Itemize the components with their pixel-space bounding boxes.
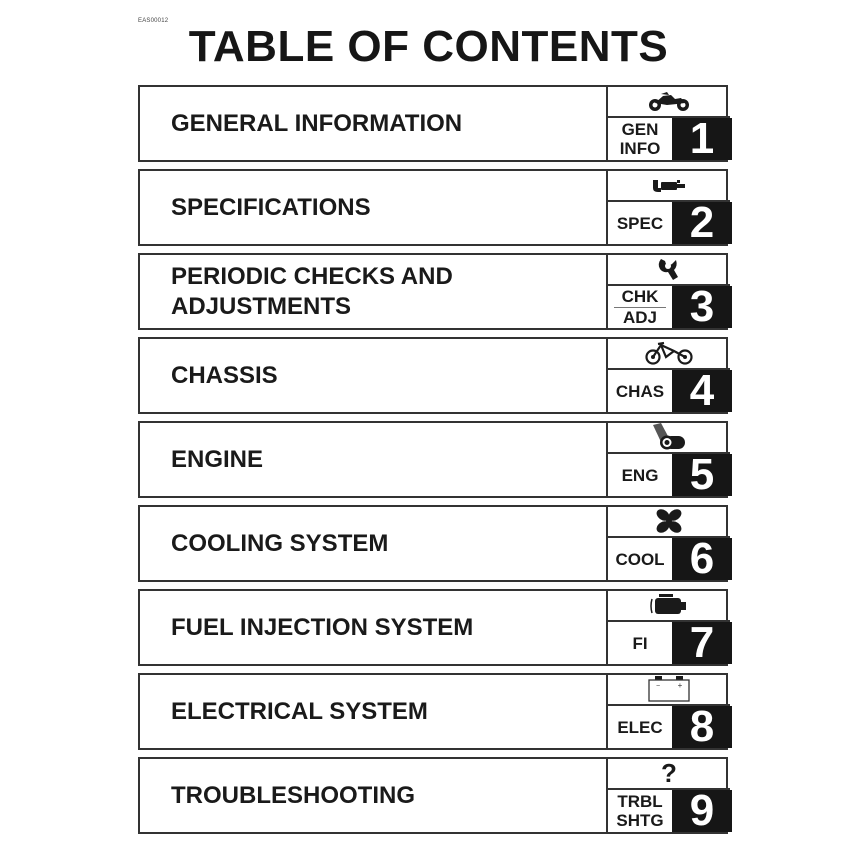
section-abbreviation: GEN INFO <box>619 120 661 158</box>
section-number: 7 <box>672 622 732 664</box>
section-title: ENGINE <box>171 445 264 473</box>
engine-icon <box>649 593 689 617</box>
section-title: SPECIFICATIONS <box>171 193 371 221</box>
section-number: 5 <box>672 454 732 496</box>
section-tab[interactable] <box>606 757 730 834</box>
section-title: CHASSIS <box>171 361 278 389</box>
section-title: GENERAL INFORMATION <box>171 109 463 137</box>
toc-row-periodic-checks[interactable] <box>138 253 728 330</box>
section-tab[interactable] <box>606 505 730 582</box>
section-tab[interactable] <box>606 421 730 498</box>
wrench-icon <box>656 256 682 282</box>
section-title: COOLING SYSTEM <box>171 529 389 557</box>
section-number: 8 <box>672 706 732 748</box>
toc-row-troubleshooting[interactable] <box>138 757 728 834</box>
toc-row-chassis[interactable] <box>138 337 728 414</box>
section-tab[interactable] <box>606 673 730 750</box>
motorcycle-icon <box>647 90 691 112</box>
svg-text:−: − <box>655 682 661 690</box>
section-number: 3 <box>672 286 732 328</box>
section-abbreviation: ELEC <box>617 717 663 737</box>
section-tab[interactable] <box>606 337 730 414</box>
micrometer-icon <box>649 176 689 194</box>
section-number: 4 <box>672 370 732 412</box>
section-number: 9 <box>672 790 732 832</box>
toc-row-general-information[interactable] <box>138 85 728 162</box>
section-tab[interactable] <box>606 589 730 666</box>
question-icon: ? <box>661 757 677 788</box>
section-abbreviation: TRBL SHTG <box>616 792 664 830</box>
toc-row-electrical-system[interactable] <box>138 673 728 750</box>
section-title: FUEL INJECTION SYSTEM <box>171 613 474 641</box>
page-title: TABLE OF CONTENTS <box>188 22 669 71</box>
bicycle-frame-icon <box>644 341 694 365</box>
section-title: ELECTRICAL SYSTEM <box>171 697 428 725</box>
section-abbreviation: SPEC <box>616 213 664 233</box>
section-number: 6 <box>672 538 732 580</box>
section-tab[interactable] <box>606 169 730 246</box>
section-abbreviation: FI <box>632 633 648 653</box>
battery-icon <box>647 675 691 703</box>
toc-row-engine[interactable] <box>138 421 728 498</box>
toc-row-cooling-system[interactable] <box>138 505 728 582</box>
section-title: TROUBLESHOOTING <box>171 781 415 809</box>
piston-icon <box>647 422 691 452</box>
section-title: PERIODIC CHECKS AND ADJUSTMENTS <box>171 262 453 320</box>
section-number: 1 <box>672 118 732 160</box>
section-tab[interactable] <box>606 85 730 162</box>
toc-row-specifications[interactable] <box>138 169 728 246</box>
section-abbreviation: CHAS <box>615 381 665 401</box>
section-tab[interactable] <box>606 253 730 330</box>
svg-text:+: + <box>677 680 683 690</box>
document-code: EAS00012 <box>138 18 169 24</box>
fan-icon <box>654 508 684 534</box>
section-number: 2 <box>672 202 732 244</box>
toc-row-fuel-injection[interactable] <box>138 589 728 666</box>
section-abbreviation: COOL <box>615 549 665 569</box>
section-abbreviation: CHK ADJ <box>608 286 672 328</box>
section-abbreviation: ENG <box>621 465 659 485</box>
